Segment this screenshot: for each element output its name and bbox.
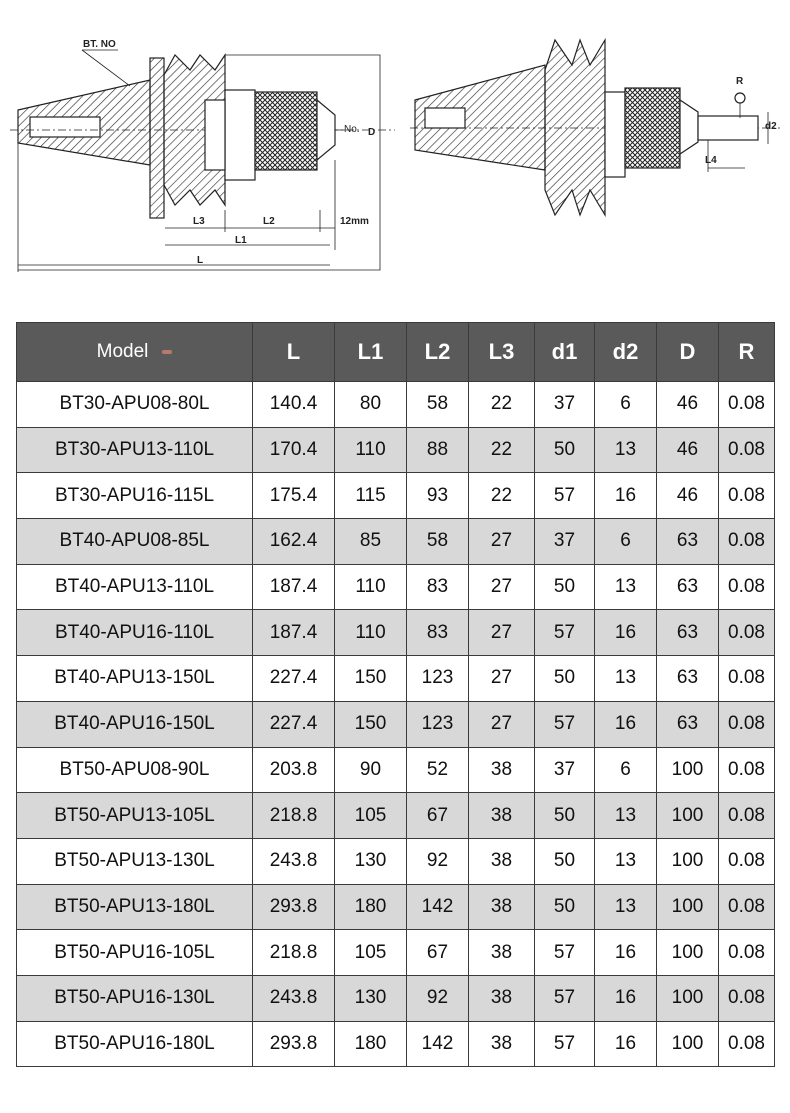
label-l2: L2 (263, 216, 275, 227)
table-row (17, 747, 775, 793)
cell-d1: 57 (535, 930, 595, 976)
cell-d2: 13 (595, 564, 657, 610)
cell-l1: 110 (335, 564, 407, 610)
cell-l3: 38 (469, 838, 535, 884)
cell-l: 243.8 (253, 975, 335, 1021)
cell-l2: 58 (407, 519, 469, 565)
cell-d1: 57 (535, 610, 595, 656)
header-l: L (253, 323, 335, 382)
spec-table-header (17, 323, 775, 382)
cell-l3: 22 (469, 382, 535, 428)
cell-d1: 50 (535, 793, 595, 839)
header-l1: L1 (335, 323, 407, 382)
cell-model: BT40-APU13-150L (17, 656, 253, 702)
cell-d1: 57 (535, 473, 595, 519)
cell-d2: 16 (595, 701, 657, 747)
cell-model: BT30-APU08-80L (17, 382, 253, 428)
cell-big-d: 63 (657, 656, 719, 702)
cell-r: 0.08 (719, 473, 775, 519)
cell-l: 218.8 (253, 793, 335, 839)
cell-d2: 6 (595, 519, 657, 565)
cell-model: BT40-APU16-110L (17, 610, 253, 656)
cell-l3: 27 (469, 610, 535, 656)
cell-l3: 38 (469, 1021, 535, 1067)
cell-d2: 16 (595, 1021, 657, 1067)
label-r: R (736, 76, 744, 87)
cell-l: 187.4 (253, 610, 335, 656)
cell-big-d: 100 (657, 793, 719, 839)
spec-table (16, 322, 775, 1067)
table-row (17, 701, 775, 747)
cell-r: 0.08 (719, 656, 775, 702)
cell-l2: 92 (407, 838, 469, 884)
label-no: No. (344, 124, 360, 135)
cell-l: 227.4 (253, 701, 335, 747)
cell-r: 0.08 (719, 975, 775, 1021)
cell-l1: 150 (335, 656, 407, 702)
cell-l3: 22 (469, 473, 535, 519)
cell-d2: 13 (595, 656, 657, 702)
cell-big-d: 100 (657, 884, 719, 930)
cell-l1: 105 (335, 930, 407, 976)
cell-model: BT50-APU13-105L (17, 793, 253, 839)
table-row (17, 838, 775, 884)
cell-big-d: 100 (657, 838, 719, 884)
cell-d1: 57 (535, 1021, 595, 1067)
cell-model: BT50-APU08-90L (17, 747, 253, 793)
cell-d1: 50 (535, 427, 595, 473)
cell-d1: 50 (535, 838, 595, 884)
table-row (17, 564, 775, 610)
cell-l1: 130 (335, 975, 407, 1021)
cell-d2: 13 (595, 884, 657, 930)
cell-l3: 38 (469, 793, 535, 839)
cell-l1: 180 (335, 884, 407, 930)
cell-l1: 110 (335, 610, 407, 656)
cell-d2: 16 (595, 975, 657, 1021)
cell-model: BT50-APU13-130L (17, 838, 253, 884)
cell-d1: 57 (535, 975, 595, 1021)
cell-d2: 13 (595, 838, 657, 884)
table-row (17, 930, 775, 976)
cell-l: 218.8 (253, 930, 335, 976)
label-gap: 12mm (340, 216, 369, 227)
cell-big-d: 100 (657, 930, 719, 976)
cell-r: 0.08 (719, 610, 775, 656)
cell-d2: 16 (595, 930, 657, 976)
cell-model: BT50-APU16-130L (17, 975, 253, 1021)
right-drawing (410, 40, 780, 215)
cell-l3: 27 (469, 701, 535, 747)
cell-d2: 13 (595, 793, 657, 839)
cell-model: BT50-APU16-105L (17, 930, 253, 976)
table-row (17, 884, 775, 930)
label-l1: L1 (235, 235, 247, 246)
left-drawing (10, 50, 395, 272)
header-model-label: Model (96, 341, 149, 362)
cell-big-d: 100 (657, 1021, 719, 1067)
cell-big-d: 63 (657, 564, 719, 610)
cell-d2: 6 (595, 382, 657, 428)
header-l3: L3 (469, 323, 535, 382)
cell-big-d: 100 (657, 747, 719, 793)
cell-model: BT30-APU16-115L (17, 473, 253, 519)
cell-l2: 92 (407, 975, 469, 1021)
table-row (17, 656, 775, 702)
cell-d2: 16 (595, 610, 657, 656)
cell-d1: 37 (535, 747, 595, 793)
table-row (17, 382, 775, 428)
cell-l: 170.4 (253, 427, 335, 473)
cell-l1: 80 (335, 382, 407, 428)
cell-big-d: 46 (657, 427, 719, 473)
cell-d2: 16 (595, 473, 657, 519)
header-d1: d1 (535, 323, 595, 382)
cell-l: 175.4 (253, 473, 335, 519)
table-row (17, 610, 775, 656)
cell-model: BT30-APU13-110L (17, 427, 253, 473)
cell-d2: 13 (595, 427, 657, 473)
cell-d1: 50 (535, 884, 595, 930)
cell-r: 0.08 (719, 884, 775, 930)
cell-l2: 58 (407, 382, 469, 428)
cell-l2: 123 (407, 701, 469, 747)
label-d: D (368, 127, 376, 138)
cell-l2: 52 (407, 747, 469, 793)
cell-l3: 27 (469, 519, 535, 565)
cell-r: 0.08 (719, 930, 775, 976)
cell-l3: 27 (469, 564, 535, 610)
cell-l1: 130 (335, 838, 407, 884)
table-row (17, 473, 775, 519)
cell-l2: 83 (407, 564, 469, 610)
cell-d2: 6 (595, 747, 657, 793)
cell-r: 0.08 (719, 382, 775, 428)
cell-l: 162.4 (253, 519, 335, 565)
cell-d1: 50 (535, 656, 595, 702)
cell-r: 0.08 (719, 1021, 775, 1067)
label-l4: L4 (705, 155, 717, 166)
cell-l3: 27 (469, 656, 535, 702)
table-row (17, 519, 775, 565)
table-row (17, 427, 775, 473)
cell-l: 293.8 (253, 1021, 335, 1067)
cell-r: 0.08 (719, 519, 775, 565)
cell-l3: 38 (469, 884, 535, 930)
cell-l: 293.8 (253, 884, 335, 930)
cell-d1: 37 (535, 382, 595, 428)
cell-l2: 142 (407, 884, 469, 930)
cell-l1: 115 (335, 473, 407, 519)
cell-r: 0.08 (719, 564, 775, 610)
cell-big-d: 63 (657, 701, 719, 747)
cell-l1: 105 (335, 793, 407, 839)
label-l3: L3 (193, 216, 205, 227)
cell-l2: 67 (407, 930, 469, 976)
cell-l2: 123 (407, 656, 469, 702)
header-d2: d2 (595, 323, 657, 382)
technical-drawings (0, 0, 790, 300)
cell-l2: 83 (407, 610, 469, 656)
decorative-dot-icon (162, 350, 172, 354)
cell-model: BT40-APU08-85L (17, 519, 253, 565)
cell-model: BT40-APU13-110L (17, 564, 253, 610)
cell-r: 0.08 (719, 427, 775, 473)
cell-big-d: 46 (657, 382, 719, 428)
cell-l: 227.4 (253, 656, 335, 702)
tool-holder-drawings-svg (0, 0, 790, 300)
cell-d1: 57 (535, 701, 595, 747)
cell-l2: 88 (407, 427, 469, 473)
cell-l1: 180 (335, 1021, 407, 1067)
cell-model: BT50-APU13-180L (17, 884, 253, 930)
cell-l1: 85 (335, 519, 407, 565)
cell-l3: 22 (469, 427, 535, 473)
cell-d1: 37 (535, 519, 595, 565)
cell-d1: 50 (535, 564, 595, 610)
label-bt-no: BT. NO (83, 39, 116, 50)
cell-l3: 38 (469, 747, 535, 793)
cell-r: 0.08 (719, 701, 775, 747)
label-d2: d2 (765, 121, 777, 132)
cell-l2: 67 (407, 793, 469, 839)
header-r: R (719, 323, 775, 382)
cell-l2: 93 (407, 473, 469, 519)
cell-big-d: 63 (657, 519, 719, 565)
cell-r: 0.08 (719, 838, 775, 884)
table-row (17, 1021, 775, 1067)
cell-model: BT40-APU16-150L (17, 701, 253, 747)
cell-r: 0.08 (719, 793, 775, 839)
label-l: L (197, 255, 204, 266)
cell-l3: 38 (469, 975, 535, 1021)
cell-l3: 38 (469, 930, 535, 976)
cell-l: 140.4 (253, 382, 335, 428)
table-row (17, 975, 775, 1021)
cell-l: 203.8 (253, 747, 335, 793)
table-row (17, 793, 775, 839)
cell-big-d: 46 (657, 473, 719, 519)
header-big-d: D (657, 323, 719, 382)
cell-r: 0.08 (719, 747, 775, 793)
cell-l: 187.4 (253, 564, 335, 610)
header-l2: L2 (407, 323, 469, 382)
cell-model: BT50-APU16-180L (17, 1021, 253, 1067)
cell-l1: 110 (335, 427, 407, 473)
cell-l1: 90 (335, 747, 407, 793)
cell-l2: 142 (407, 1021, 469, 1067)
cell-l: 243.8 (253, 838, 335, 884)
cell-l1: 150 (335, 701, 407, 747)
cell-big-d: 63 (657, 610, 719, 656)
header-model (17, 323, 253, 382)
spec-table-body (17, 382, 775, 1067)
cell-big-d: 100 (657, 975, 719, 1021)
